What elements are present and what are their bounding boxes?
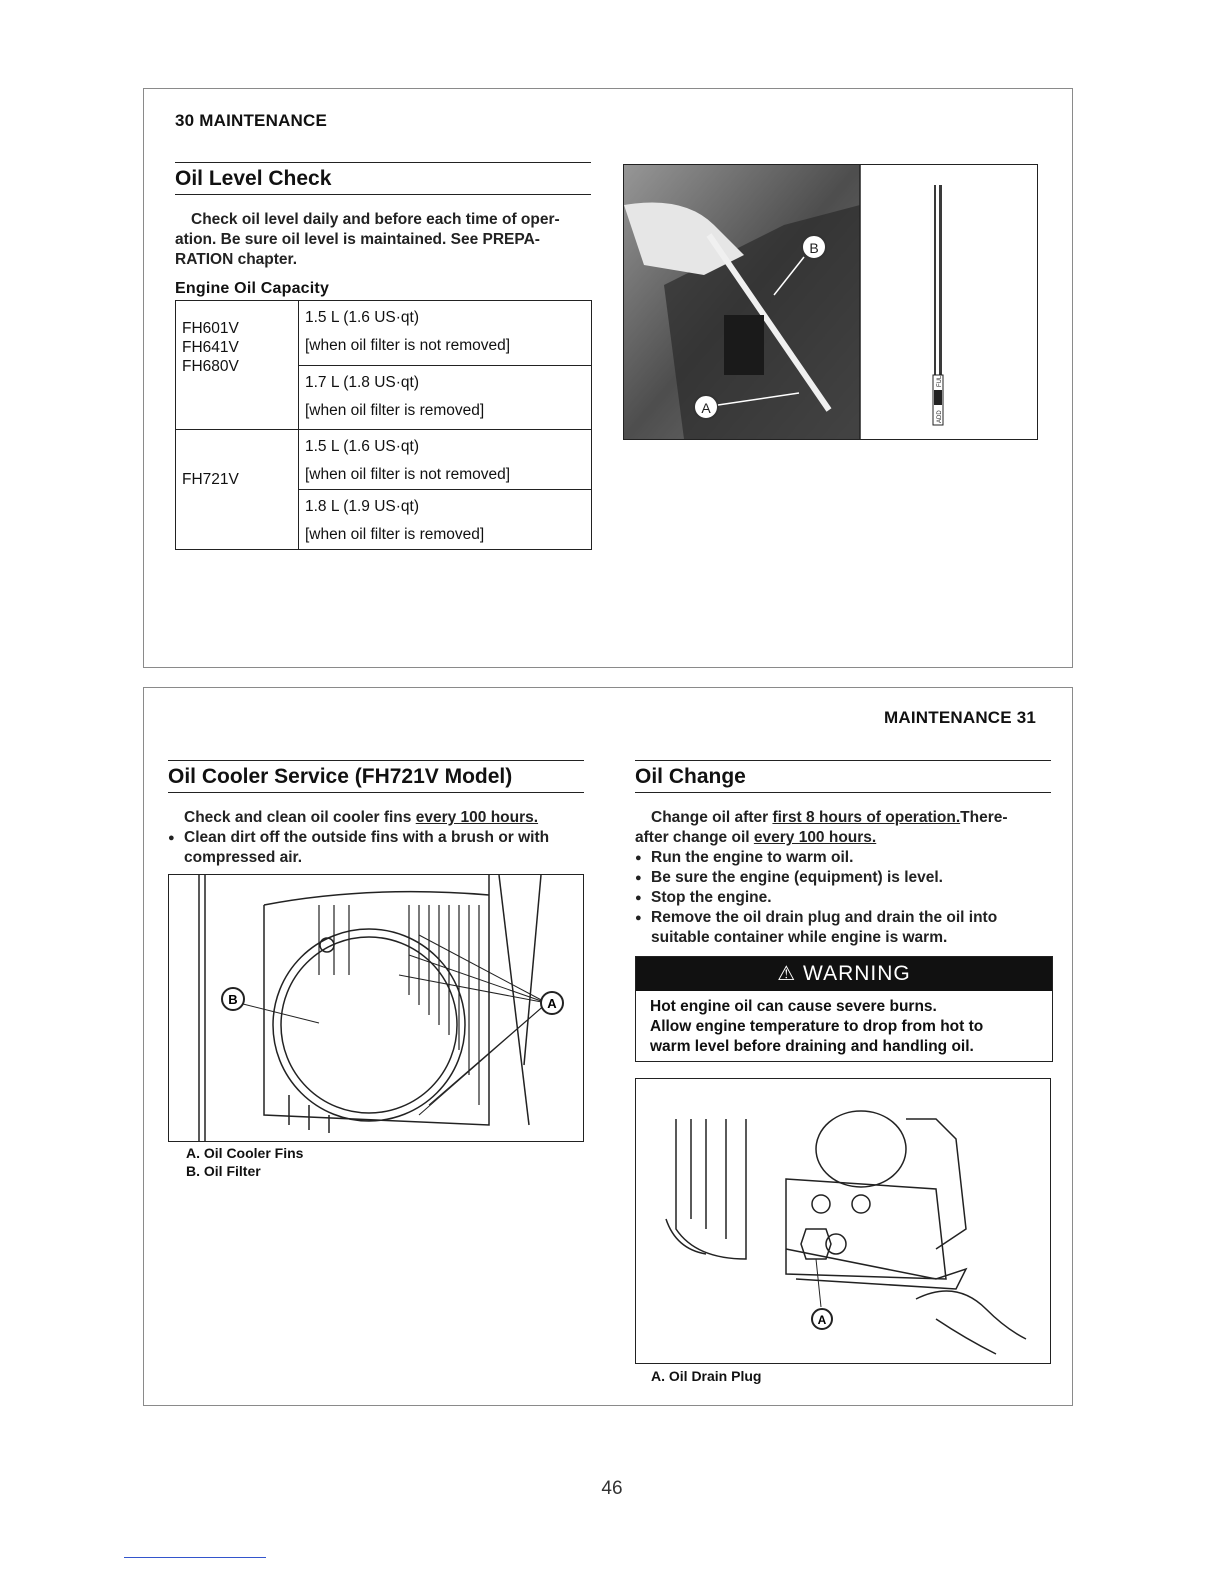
- intro-text-cont: There-: [960, 809, 1008, 826]
- capacity-value: 1.5 L (1.6 US·qt): [305, 438, 420, 455]
- page-number: 46: [601, 1478, 623, 1499]
- capacity-value: 1.5 L (1.6 US·qt): [305, 309, 420, 326]
- capacity-condition: [when oil filter is not removed]: [305, 466, 511, 483]
- intro-text: Change oil after: [651, 809, 773, 826]
- oil-change-intro: [635, 808, 1055, 848]
- model-fh601v: FH601V: [182, 320, 239, 337]
- warning-title: WARNING: [803, 962, 911, 985]
- cooler-intro-text: Check and clean oil cooler fins: [184, 809, 412, 826]
- intro-text-2: after change oil: [635, 829, 754, 846]
- intro-line-3: RATION chapter.: [175, 251, 298, 268]
- warning-header: [636, 957, 1052, 991]
- drain-figure-caption: A. Oil Drain Plug: [651, 1368, 762, 1384]
- oil-capacity-table: [175, 300, 592, 550]
- caption-a: A. Oil Cooler Fins: [186, 1145, 304, 1161]
- warning-box: [635, 956, 1053, 1062]
- model-fh641v: FH641V: [182, 339, 239, 356]
- capacity-cell: [299, 490, 592, 550]
- warning-line: Hot engine oil can cause severe burns.: [650, 998, 937, 1015]
- list-item: ● Remove the oil drain plug and drain the oil into suitable container while engine is warm.: [635, 908, 1055, 948]
- change-interval: every 100 hours.: [753, 829, 877, 846]
- capacity-value: 1.7 L (1.8 US·qt): [305, 373, 420, 391]
- model-cell-group1: [176, 301, 299, 430]
- manual-page-31: [143, 687, 1073, 1406]
- section-title-oil-change: Oil Change: [635, 760, 1051, 793]
- oil-cooler-intro: [184, 808, 604, 828]
- callout-a-label: A: [817, 1313, 827, 1327]
- model-fh721v: FH721V: [182, 471, 239, 488]
- oil-level-intro: [175, 210, 595, 270]
- manual-page-30: [143, 88, 1073, 668]
- callout-a-label: A: [547, 996, 557, 1011]
- section-title-oil-cooler: Oil Cooler Service (FH721V Model): [168, 760, 584, 793]
- dipstick-full-label: FULL: [937, 372, 943, 387]
- list-item: ● Run the engine to warm oil.: [635, 848, 1055, 868]
- caption-b: B. Oil Filter: [186, 1163, 261, 1179]
- intro-line-2: ation. Be sure oil level is maintained. See PREPA-: [175, 231, 540, 248]
- intro-line-1: Check oil level daily and before each time of oper-: [191, 211, 560, 228]
- callout-b-label: B: [228, 992, 238, 1007]
- page-header: 30 MAINTENANCE: [175, 111, 328, 130]
- dipstick-photo-illustration: [624, 165, 1037, 439]
- oil-cooler-illustration: [169, 875, 583, 1141]
- capacity-cell: [299, 430, 592, 490]
- list-item: ● Stop the engine.: [635, 888, 1055, 908]
- section-title-oil-level-check: Oil Level Check: [175, 162, 591, 195]
- callout-b-label: B: [809, 240, 819, 256]
- model-cell-group2: [176, 430, 299, 550]
- warning-line: warm level before draining and handling oil.: [650, 1038, 974, 1055]
- capacity-condition: [when oil filter is removed]: [305, 526, 485, 543]
- link-underline: [124, 1557, 266, 1558]
- engine-oil-capacity-title: Engine Oil Capacity: [175, 280, 330, 297]
- callout-a-label: A: [701, 400, 711, 416]
- warning-line: Allow engine temperature to drop from hot to: [650, 1018, 984, 1035]
- model-fh680v: FH680V: [182, 358, 239, 375]
- warning-triangle-icon: ⚠: [777, 963, 797, 985]
- page-header: MAINTENANCE 31: [884, 708, 1037, 727]
- cooler-interval-text: every 100 hours.: [415, 809, 539, 826]
- list-item: ● Be sure the engine (equipment) is level.: [635, 868, 1055, 888]
- warning-body: [636, 991, 1052, 1063]
- capacity-cell: [299, 365, 592, 430]
- capacity-condition: [when oil filter is not removed]: [305, 337, 511, 354]
- oil-cooler-bullets: [168, 828, 588, 868]
- dipstick-figure: [623, 164, 1038, 440]
- oil-drain-illustration: [636, 1079, 1050, 1363]
- oil-cooler-figure: [168, 874, 584, 1142]
- oil-drain-figure: [635, 1078, 1051, 1364]
- list-item: ● Clean dirt off the outside fins with a brush or with compressed air.: [168, 828, 588, 868]
- capacity-condition: [when oil filter is removed]: [305, 401, 485, 419]
- oil-change-bullets: [635, 848, 1055, 948]
- cooler-figure-caption: [186, 1144, 303, 1180]
- capacity-value: 1.8 L (1.9 US·qt): [305, 498, 420, 515]
- capacity-cell: [299, 301, 592, 366]
- dipstick-add-label: ADD: [937, 410, 943, 423]
- first-change-interval: first 8 hours of operation.: [772, 809, 961, 826]
